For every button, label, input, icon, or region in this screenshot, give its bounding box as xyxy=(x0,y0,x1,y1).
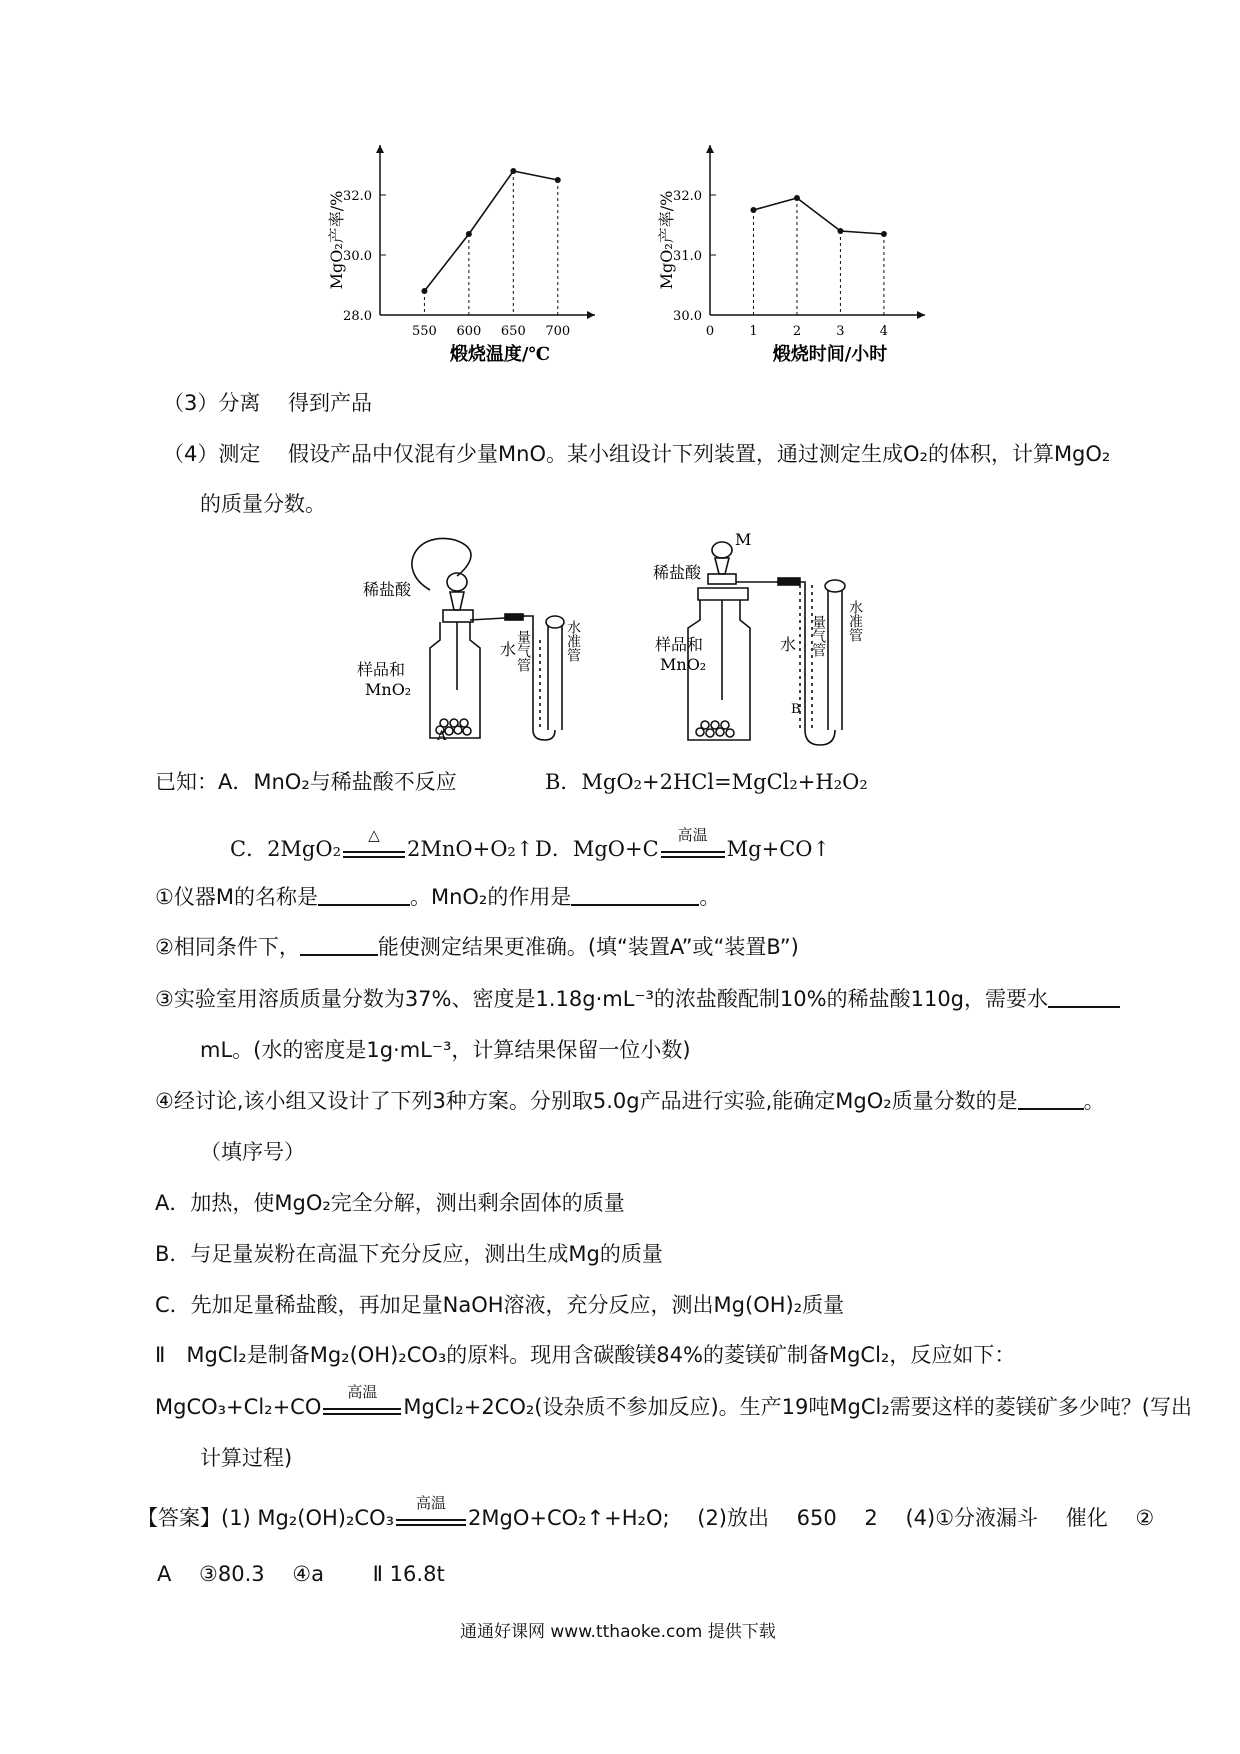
x-axis-title: 煅烧时间/小时 xyxy=(772,344,888,365)
question-4-line1: ④经讨论,该小组又设计了下列3种方案。分别取5.0g产品进行实验,能确定MgO₂质量分数的是 。 xyxy=(155,1089,1105,1113)
apparatus-diagram xyxy=(355,530,915,745)
y-tick-label: 31.0 xyxy=(673,249,702,264)
caption-a: A xyxy=(437,729,447,744)
label-b-water: 水 xyxy=(780,635,797,654)
question-3-line2: mL。(水的密度是1g·mL⁻³，计算结果保留一位小数) xyxy=(200,1038,691,1062)
data-point xyxy=(794,195,800,201)
part-ii-line2: MgCO₃+Cl₂+CO 高温 MgCl₂+2CO₂(设杂质不参加反应)。生产19吨MgCl₂需要这样的菱镁矿多少吨？(写出 xyxy=(155,1383,1192,1419)
x-tick-label: 0 xyxy=(705,324,715,339)
label-b-mno2: MnO₂ xyxy=(660,655,707,674)
label-a-acid: 稀盐酸 xyxy=(363,580,412,599)
label-a-sample: 样品和 xyxy=(357,660,406,679)
label-a-water: 水 xyxy=(500,640,517,659)
y-tick-label: 28.0 xyxy=(343,309,372,324)
chart-time xyxy=(657,150,950,365)
label-b-m: M xyxy=(735,530,752,549)
label-a-mno2: MnO₂ xyxy=(365,680,412,699)
series-line xyxy=(424,171,557,291)
apparatus-a xyxy=(412,538,564,740)
label-a-level-tube: 水准管 xyxy=(565,620,581,662)
known-c: C．2MgO₂ △ 2MnO+O₂↑ xyxy=(230,825,534,861)
answer-line1: 【答案】(1) Mg₂(OH)₂CO₃ 高温 2MgO+CO₂↑+H₂O; (2)放出 650 2 (4)①分液漏斗 催化 ② xyxy=(137,1494,1155,1530)
x-tick-label: 3 xyxy=(836,324,845,339)
series-line xyxy=(753,198,883,234)
question-4-line2: （填序号） xyxy=(200,1140,305,1164)
data-point xyxy=(510,168,516,174)
y-axis-title: MgO₂产率/% xyxy=(327,190,346,290)
data-point xyxy=(881,231,887,237)
answer-line2: A ③80.3 ④a Ⅱ 16.8t xyxy=(157,1562,445,1586)
x-axis-arrow xyxy=(587,311,595,319)
label-b-sample: 样品和 xyxy=(655,635,704,654)
data-point xyxy=(421,288,427,294)
label-b-gas-tube: 量气管 xyxy=(810,615,826,657)
option-a: A．加热，使MgO₂完全分解，测出剩余固体的质量 xyxy=(155,1191,625,1215)
x-tick-label: 2 xyxy=(792,324,802,339)
footer: 通通好课网 www.tthaoke.com 提供下载 xyxy=(460,1622,776,1642)
y-axis-arrow xyxy=(706,145,714,153)
x-axis-title: 煅烧温度/℃ xyxy=(449,344,551,365)
question-3-line1: ③实验室用溶质质量分数为37%、密度是1.18g·mL⁻³的浓盐酸配制10%的稀盐酸110g，需要水 xyxy=(155,985,1120,1013)
x-axis-arrow xyxy=(917,311,925,319)
known-b: B．MgO₂+2HCl=MgCl₂+H₂O₂ xyxy=(545,770,868,794)
data-point xyxy=(555,177,561,183)
x-tick-label: 650 xyxy=(500,324,526,339)
section-3: （3）分离 得到产品 xyxy=(163,391,373,415)
y-tick-label: 32.0 xyxy=(343,189,372,204)
option-c: C．先加足量稀盐酸，再加足量NaOH溶液，充分反应，测出Mg(OH)₂质量 xyxy=(155,1293,845,1317)
option-b: B．与足量炭粉在高温下充分反应，测出生成Mg的质量 xyxy=(155,1242,663,1266)
data-point xyxy=(837,228,843,234)
known-d: D．MgO+C 高温 Mg+CO↑ xyxy=(535,825,831,861)
known-a: 已知：A．MnO₂与稀盐酸不反应 xyxy=(155,770,457,794)
part-ii-line3: 计算过程) xyxy=(200,1446,293,1470)
x-tick-label: 550 xyxy=(412,324,437,339)
y-tick-label: 32.0 xyxy=(673,189,702,204)
data-point xyxy=(466,231,472,237)
label-b-level-tube: 水准管 xyxy=(847,600,863,642)
y-tick-label: 30.0 xyxy=(343,249,372,264)
data-point xyxy=(750,207,756,213)
caption-b: B xyxy=(791,702,801,717)
chart-temperature xyxy=(327,150,620,365)
section-4-line2: 的质量分数。 xyxy=(200,492,326,516)
label-b-acid: 稀盐酸 xyxy=(653,563,702,582)
question-1: ①仪器M的名称是 。MnO₂的作用是 。 xyxy=(155,885,721,909)
x-tick-label: 700 xyxy=(545,324,571,339)
section-4-line1: （4）测定 假设产品中仅混有少量MnO。某小组设计下列装置，通过测定生成O₂的体积，计算MgO₂ xyxy=(163,442,1111,466)
y-axis-title: MgO₂产率/% xyxy=(657,190,676,290)
x-tick-label: 4 xyxy=(879,324,889,339)
y-tick-label: 30.0 xyxy=(673,309,702,324)
label-a-gas-tube: 量气管 xyxy=(515,630,531,672)
question-2: ②相同条件下， 能使测定结果更准确。(填“装置A”或“装置B”) xyxy=(155,935,799,959)
x-tick-label: 600 xyxy=(456,324,482,339)
part-ii-line1: Ⅱ MgCl₂是制备Mg₂(OH)₂CO₃的原料。现用含碳酸镁84%的菱镁矿制备MgCl₂，反应如下： xyxy=(155,1343,1016,1367)
y-axis-arrow xyxy=(376,145,384,153)
x-tick-label: 1 xyxy=(749,324,758,339)
